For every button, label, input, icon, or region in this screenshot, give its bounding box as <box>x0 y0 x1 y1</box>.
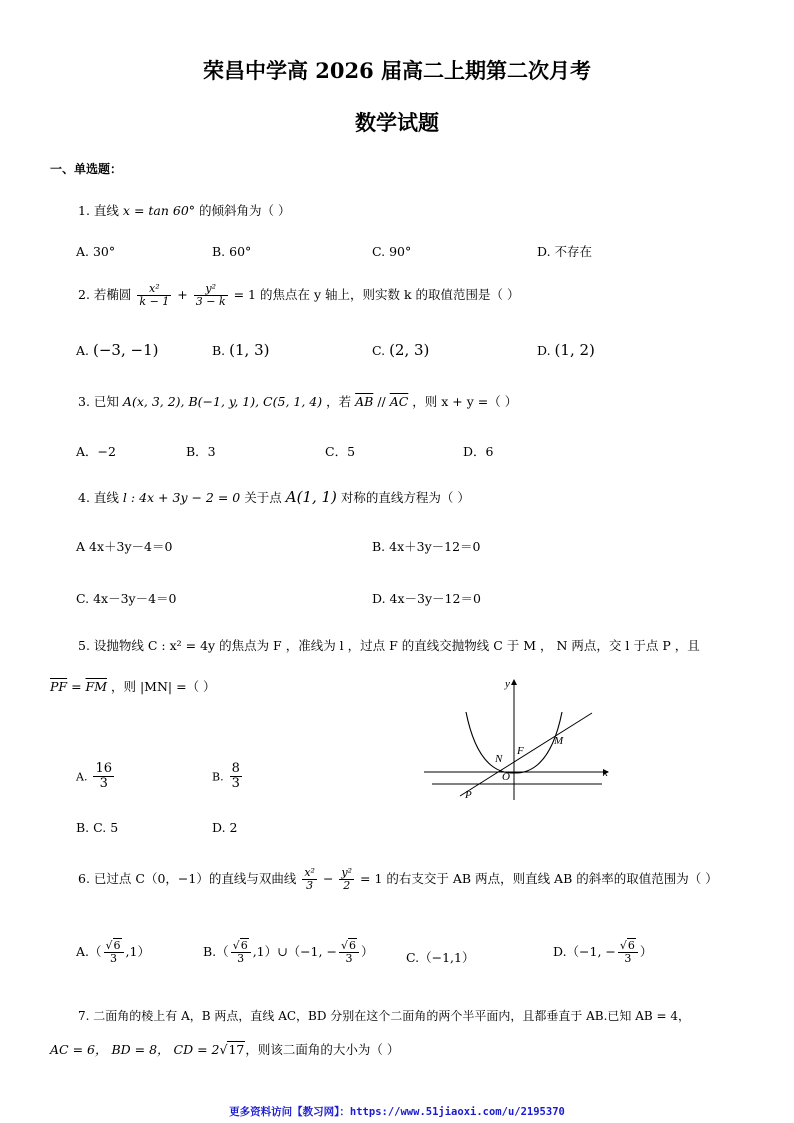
section-label: 一、单选题： <box>50 162 123 176</box>
q6-option-a[interactable]: A.（ $\frac{√6}{3}$ ,1） <box>76 939 150 966</box>
q5-option-a[interactable]: A. $\frac{16}{3}$ <box>76 761 112 792</box>
q5-line1: 设抛物线 C : x² = 4y 的焦点为 F ，准线为 l ，过点 F 的直线交抛物线 C 于 M ， N 两点，交 l 于点 P ，且 <box>93 638 700 653</box>
q4-option-b[interactable]: B. 4x＋3y－12＝0 <box>372 539 481 554</box>
q3-option-c[interactable]: C．5 <box>325 444 356 459</box>
q6-pre: 已过点 C（0，−1）的直线与双曲线 <box>93 871 297 887</box>
q1-math: x = tan 60° <box>122 203 196 218</box>
q2-fraction-1: $\frac{\text{x²}}{k - 1}$ <box>139 282 170 309</box>
q5-option-b[interactable]: B. $\frac{8}{3}$ <box>212 761 240 792</box>
q4-mid: 关于点 <box>244 490 282 505</box>
q7-line1: 二面角的棱上有 A，B 两点，直线 AC，BD 分别在这个二面角的两个半平面内，且都垂直于 AB.已知 AB = 4， <box>93 1009 691 1023</box>
q5-line2: $\overline{PF} = \overline{FM}$ ，则 |MN| =（ ） <box>50 679 216 694</box>
q2-eq: = 1 <box>233 287 257 303</box>
footer-link[interactable]: 更多资料访问【教习网】：https://www.51jiaoxi.com/u/2195370 <box>229 1106 565 1118</box>
q4-post: 对称的直线方程为（ ） <box>340 490 470 505</box>
q3-number: 3. <box>78 394 90 409</box>
q6-option-b[interactable]: B.（ $\frac{√6}{3}$ ,1）∪（−1, − $\frac{√6}{3}$ ） <box>203 939 374 966</box>
point-p-label: P <box>465 789 472 801</box>
q5-vector-fm: $\overline{FM}$ <box>85 679 107 694</box>
question-1 <box>78 203 291 218</box>
q1-number: 1. <box>78 203 90 218</box>
question-6: 6. 已过点 C（0，−1）的直线与双曲线 $\frac{\text{x²}}{3}$ − $\frac{\text{y²}}{2}$ = 1 的右支交于 AB 两点，则直线 AB 的斜率的取值范围为（ ） <box>78 866 718 893</box>
q2-fraction-2: $\frac{\text{y²}}{3 - k}$ <box>195 282 226 309</box>
point-m-label: M <box>554 735 564 747</box>
q2-option-b[interactable]: B. (1, 3) <box>212 341 270 359</box>
q3-pre: 已知 <box>93 394 119 409</box>
q3-mid: ，若 <box>326 394 352 409</box>
q6-post: 的右支交于 AB 两点，则直线 AB 的斜率的取值范围为（ ） <box>386 871 718 887</box>
q4-line-eq: l : 4x + 3y − 2 = 0 <box>122 490 241 505</box>
exam-title: 荣昌中学高 2026 届高二上期第二次月考 <box>202 58 592 83</box>
x-axis-label: x <box>603 767 608 779</box>
question-5 <box>78 638 700 653</box>
q7-line2-post: ，则该二面角的大小为（ ） <box>245 1042 400 1057</box>
q5-option-d[interactable]: D. 2 <box>212 820 238 835</box>
point-n-label: N <box>495 753 503 765</box>
q7-number: 7. <box>78 1009 90 1023</box>
q7-line2: AC = 6， BD = 8， CD = 2√17，则该二面角的大小为（ ） <box>50 1042 400 1057</box>
q2-post: 的焦点在 y 轴上，则实数 k 的取值范围是（ ） <box>260 287 520 303</box>
q3-points: A(x, 3, 2), B(−1, y, 1), C(5, 1, 4) <box>122 394 323 409</box>
exam-subtitle: 数学试题 <box>355 110 439 135</box>
q2-number: 2. <box>78 287 90 303</box>
q5-parabola-figure <box>420 672 620 808</box>
q4-option-c[interactable]: C. 4x－3y－4＝0 <box>76 591 177 606</box>
q1-option-d[interactable]: D. 不存在 <box>537 244 593 259</box>
q3-option-b[interactable]: B．3 <box>186 444 216 459</box>
q1-pre: 直线 <box>93 203 119 218</box>
q5-line2-post: ，则 |MN| =（ ） <box>110 679 216 694</box>
q6-fraction-1: $\frac{\text{x²}}{3}$ <box>304 866 315 893</box>
q4-point: A(1, 1) <box>285 488 337 506</box>
q1-option-a[interactable]: A. 30° <box>76 244 116 259</box>
q5-number: 5. <box>78 638 90 653</box>
q5-option-c[interactable]: B. C. 5 <box>76 820 119 835</box>
q6-option-d[interactable]: D.（−1, − $\frac{√6}{3}$ ） <box>553 939 653 966</box>
q3-post: ，则 x + y =（ ） <box>412 394 518 409</box>
q3-vector-ac: $\overline{AC}$ <box>389 394 409 409</box>
point-f-label: F <box>517 745 524 757</box>
question-4 <box>78 488 470 506</box>
q6-number: 6. <box>78 871 90 887</box>
question-2 <box>78 283 520 308</box>
q4-option-a[interactable]: A 4x＋3y－4＝0 <box>76 539 173 554</box>
q4-number: 4. <box>78 490 90 505</box>
q1-post: 的倾斜角为（ ） <box>199 203 291 218</box>
q5-vector-pf: $\overline{PF}$ <box>50 679 68 694</box>
q1-option-b[interactable]: B. 60° <box>212 244 252 259</box>
question-3 <box>78 394 517 409</box>
q4-pre: 直线 <box>93 490 119 505</box>
q2-option-a[interactable]: A. (−3, −1) <box>76 341 159 359</box>
q6-fraction-2: $\frac{\text{y²}}{2}$ <box>341 866 353 893</box>
q2-pre: 若椭圆 <box>93 287 132 303</box>
q3-vector-ab: $\overline{AB}$ <box>355 394 374 409</box>
q3-parallel: // <box>373 394 390 409</box>
q1-option-c[interactable]: C. 90° <box>372 244 412 259</box>
y-axis-label: y <box>505 678 510 690</box>
q2-option-c[interactable]: C. (2, 3) <box>372 341 430 359</box>
question-7 <box>78 1009 690 1023</box>
origin-label: O <box>502 771 510 783</box>
q4-option-d[interactable]: D. 4x－3y－12＝0 <box>372 591 481 606</box>
q2-option-d[interactable]: D. (1, 2) <box>537 341 595 359</box>
q3-option-a[interactable]: A．−2 <box>76 444 116 459</box>
q3-option-d[interactable]: D．6 <box>463 444 494 459</box>
q6-option-c[interactable]: C.（−1,1） <box>406 950 475 965</box>
q2-plus: + <box>177 287 188 303</box>
